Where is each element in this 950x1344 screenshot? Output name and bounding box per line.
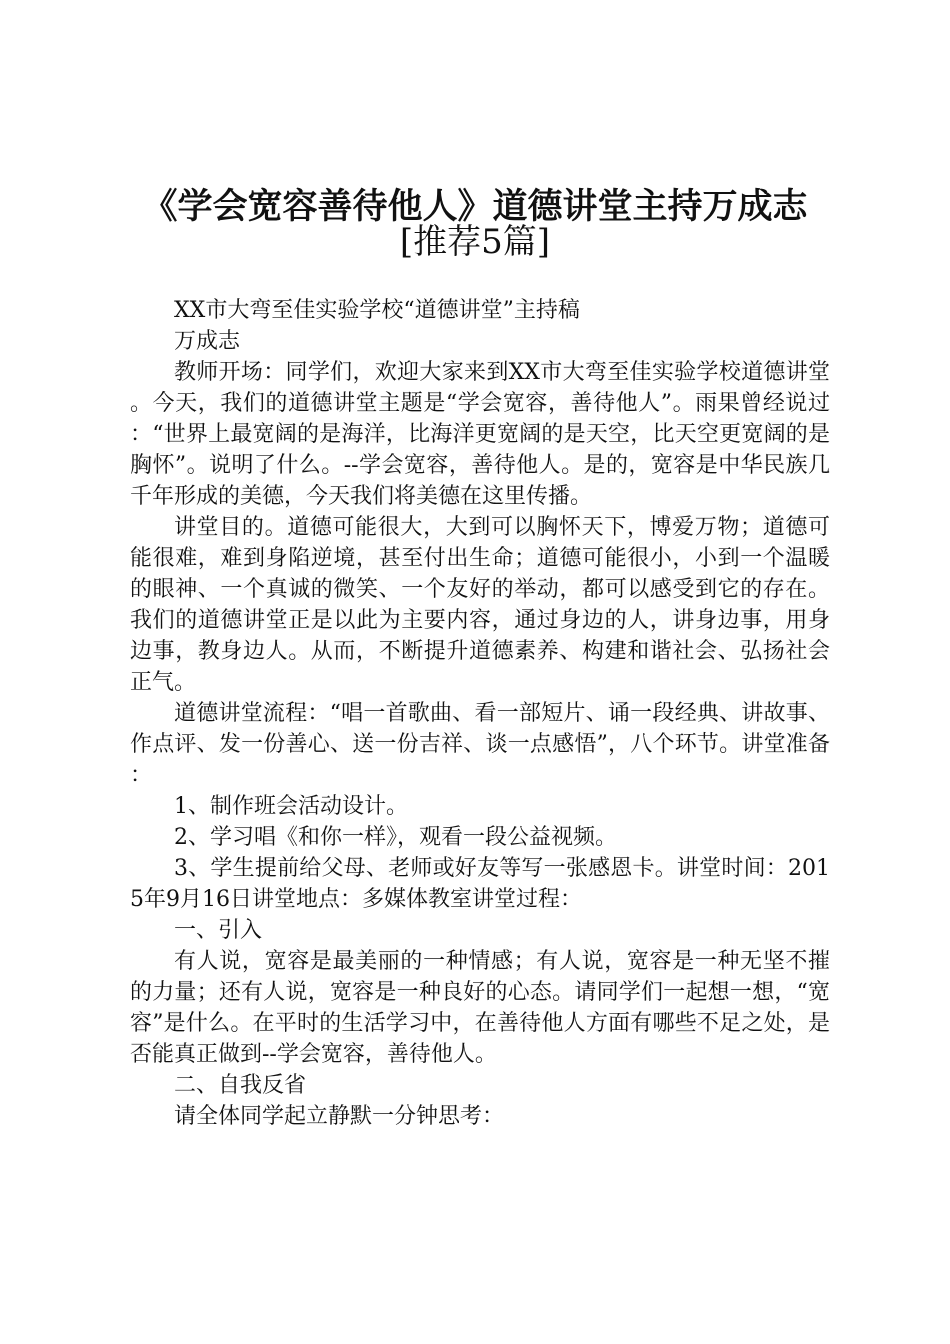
paragraph-intro: 有人说，宽容是最美丽的一种情感；有人说，宽容是一种无坚不摧的力量；还有人说，宽容是一种良好的心态。请同学们一起想一想，“宽容”是什么。在平时的生活学习中，在善待他人方面有哪些不足之处，是否能真正做到--学会宽容，善待他人。 — [130, 949, 830, 1067]
paragraph-author: 万成志 — [174, 329, 241, 354]
list-item-1: 1、制作班会活动设计。 — [174, 794, 408, 819]
paragraph-process: 道德讲堂流程：“唱一首歌曲、看一部短片、诵一段经典、讲故事、作点评、发一份善心、送一份吉祥、谈一点感悟”，八个环节。讲堂准备： — [130, 701, 830, 788]
list-item-2: 2、学习唱《和你一样》，观看一段公益视频。 — [174, 825, 617, 850]
list-item-3: 3、学生提前给父母、老师或好友等写一张感恩卡。讲堂时间：2015年9月16日讲堂地点：多媒体教室讲堂过程： — [130, 856, 830, 912]
document-subtitle: [推荐5篇] — [399, 222, 551, 262]
document-title: 《学会宽容善待他人》道德讲堂主持万成志 — [142, 186, 808, 227]
document-body — [130, 295, 830, 1132]
paragraph-reflection: 请全体同学起立静默一分钟思考： — [174, 1104, 505, 1129]
paragraph-opening: 教师开场：同学们，欢迎大家来到XX市大弯至佳实验学校道德讲堂。今天，我们的道德讲堂主题是“学会宽容，善待他人”。雨果曾经说过：“世界上最宽阔的是海洋，比海洋更宽阔的是天空，比天空更宽阔的是胸怀”。说明了什么。--学会宽容，善待他人。是的，宽容是中华民族几千年形成的美德，今天我们将美德在这里传播。 — [130, 360, 830, 509]
paragraph-school-heading: XX市大弯至佳实验学校“道德讲堂”主持稿 — [174, 298, 580, 323]
section-heading-intro: 一、引入 — [174, 918, 263, 943]
paragraph-purpose: 讲堂目的。道德可能很大，大到可以胸怀天下，博爱万物；道德可能很难，难到身陷逆境，甚至付出生命；道德可能很小，小到一个温暖的眼神、一个真诚的微笑、一个友好的举动，都可以感受到它的存在。我们的道德讲堂正是以此为主要内容，通过身边的人，讲身边事，用身边事，教身边人。从而，不断提升道德素养、构建和谐社会、弘扬社会正气。 — [130, 515, 830, 695]
section-heading-reflection: 二、自我反省 — [174, 1073, 307, 1098]
